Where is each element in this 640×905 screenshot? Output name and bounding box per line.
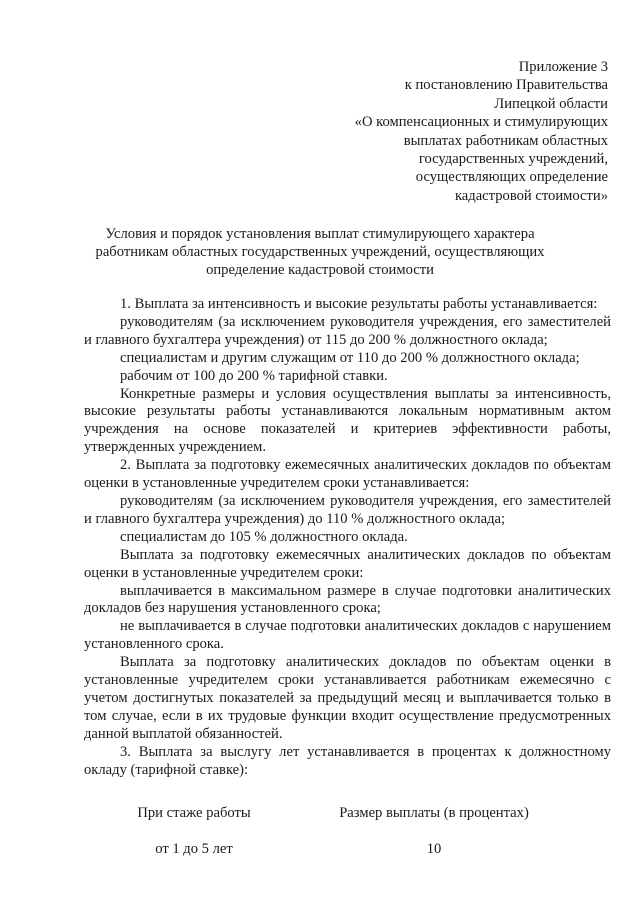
seniority-table — [84, 804, 611, 876]
document-body — [84, 296, 611, 779]
header-stazh: При стаже работы — [137, 805, 251, 821]
title-line: Условия и порядок установления выплат стимулирующего характера — [105, 226, 535, 242]
cell-stazh: от 1 до 5 лет — [155, 841, 233, 857]
appendix-line: к постановлению Правительства — [404, 77, 608, 94]
paragraph-11: не выплачивается в случае подготовки аналитических докладов с нарушением установленного срока. — [84, 618, 611, 653]
title-line: работникам областных государственных учреждений, осуществляющих — [95, 244, 545, 261]
table-row — [84, 840, 611, 876]
title-line: определение кадастровой стоимости — [206, 262, 434, 279]
paragraph-2: руководителям (за исключением руководителя учреждения, его заместителей и главного бухгалтера учреждения) от 115 до 200 % должностного оклада; — [84, 313, 611, 348]
paragraph-9: Выплата за подготовку ежемесячных аналитических докладов по объектам оценки в установленные учредителем сроки: — [84, 546, 611, 581]
paragraph-13: 3. Выплата за выслугу лет устанавливается в процентах к должностному окладу (тарифной ставке): — [84, 743, 611, 778]
paragraph-10: выплачивается в максимальном размере в случае подготовки аналитических докладов без нарушения установленного срока; — [84, 582, 611, 617]
appendix-line: Приложение 3 — [518, 59, 608, 75]
paragraph-1: 1. Выплата за интенсивность и высокие результаты работы устанавливается: — [120, 296, 598, 312]
appendix-line: осуществляющих определение — [415, 169, 608, 186]
appendix-line: выплатах работникам областных — [403, 132, 608, 149]
appendix-line: Липецкой области — [494, 95, 608, 112]
document-title — [60, 225, 580, 280]
paragraph-7: руководителям (за исключением руководителя учреждения, его заместителей и главного бухгалтера учреждения) до 110 % должностного оклада; — [84, 492, 611, 527]
appendix-note — [248, 58, 608, 205]
paragraph-8: специалистам до 105 % должностного оклада. — [120, 528, 408, 545]
header-percent: Размер выплаты (в процентах) — [339, 805, 529, 821]
paragraph-6: 2. Выплата за подготовку ежемесячных аналитических докладов по объектам оценки в установленные учредителем сроки устанавливается: — [84, 457, 611, 492]
paragraph-4: рабочим от 100 до 200 % тарифной ставки. — [120, 367, 388, 384]
appendix-line: «О компенсационных и стимулирующих — [354, 114, 608, 131]
cell-percent: 10 — [426, 841, 442, 857]
appendix-line: кадастровой стоимости» — [454, 187, 608, 204]
table-header — [84, 804, 611, 840]
paragraph-5: Конкретные размеры и условия осуществления выплаты за интенсивность, высокие результаты работы устанавливаются локальным нормативным актом учреждения на основе показателей и критериев эффективности работы, утвержденных учреждением. — [84, 385, 611, 456]
paragraph-12: Выплата за подготовку аналитических докладов по объектам оценки в установленные учредителем сроки устанавливается работникам ежемесячно с учетом достигнутых показателей за предыдущий месяц и выплачивается только в том случае, если в их трудовые функции входит осуществление предусмотренных данной выплатой обязанностей. — [84, 654, 611, 742]
paragraph-3: специалистам и другим служащим от 110 до 200 % должностного оклада; — [120, 349, 580, 366]
appendix-line: государственных учреждений, — [418, 151, 608, 168]
